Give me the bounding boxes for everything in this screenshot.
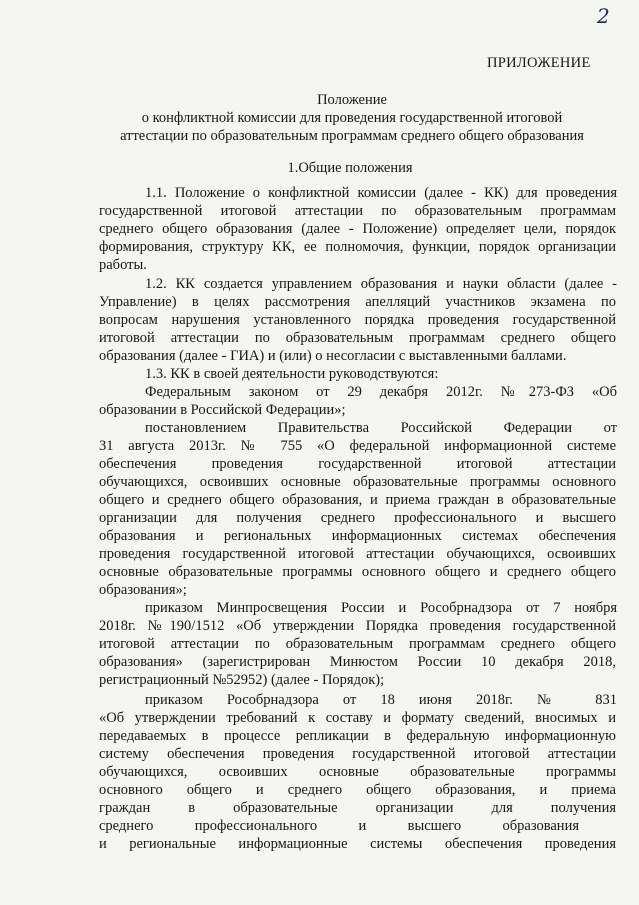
title-line-2: о конфликтной комиссии для проведения государственной итоговой — [141, 110, 563, 126]
title-line-1: Положение — [317, 92, 387, 108]
body-line: 1.2. КК создается управлением образования и науки области (далее - — [145, 276, 617, 292]
body-line: «Об утверждении требований к составу и формату сведений, вносимых и — [99, 710, 616, 726]
body-line: обеспечения проведения государственной итоговой аттестации — [99, 456, 616, 472]
body-line: основные образовательные программы основного общего и среднего общего — [99, 564, 616, 580]
body-line: обучающихся, освоивших основные образовательные программы основного — [99, 474, 616, 490]
body-line: граждан в образовательные организации для получения — [99, 800, 616, 816]
body-line: систему обеспечения проведения государственной итоговой аттестации — [99, 746, 616, 762]
body-line: образования» (зарегистрирован Минюстом России 10 декабря 2018, — [99, 654, 616, 670]
body-line: передаваемых в процессе репликации в федеральную информационную — [99, 728, 616, 744]
appendix-label: ПРИЛОЖЕНИЕ — [487, 55, 591, 71]
body-line: работы. — [99, 257, 147, 273]
body-line: вопросам нарушения установленного порядка проведения государственной — [99, 312, 616, 328]
body-line: Федеральным законом от 29 декабря 2012г. №273-ФЗ «Об — [145, 384, 617, 400]
title-line-3: аттестации по образовательным программам среднего общего образования — [120, 128, 584, 144]
page-number: 2 — [597, 4, 610, 28]
body-line: 2018г. №190/1512 «Об утверждении Порядка проведения государственной — [99, 618, 616, 634]
body-line: образования и региональных информационных системах обеспечения — [99, 528, 616, 544]
body-line: образования (далее - ГИА) и (или) о несогласии с выставленными баллами. — [99, 348, 567, 364]
body-line: общего и среднего общего образования, и приема граждан в образовательные — [99, 492, 616, 508]
body-line: итоговой аттестации по образовательным программам среднего общего — [99, 636, 616, 652]
body-line: образования»; — [99, 582, 187, 598]
body-line: формирования, структуру КК, ее полномочия, функции, порядок организации — [99, 239, 616, 255]
body-line: итоговой аттестации по образовательным программам среднего общего — [99, 330, 616, 346]
body-line: организации для получения среднего профессионального и высшего — [99, 510, 616, 526]
body-line: приказом Минпросвещения России и Рособрнадзора от 7 ноября — [145, 600, 617, 616]
body-line: среднего общего образования (далее - Положение) определяет цели, порядок — [99, 221, 616, 237]
body-line: 31 августа 2013г. № 755 «О федеральной информационной системе — [99, 438, 616, 454]
body-line: основного общего и среднего общего образования, и приема — [99, 782, 616, 798]
body-line: постановлением Правительства Российской Федерации от — [145, 420, 617, 436]
section-heading: 1.Общие положения — [287, 160, 413, 176]
body-line: обучающихся, освоивших основные образовательные программы — [99, 764, 616, 780]
body-line: 1.1. Положение о конфликтной комиссии (далее - КК) для проведения — [145, 185, 617, 201]
body-line: государственной итоговой аттестации по образовательным программам — [99, 203, 616, 219]
body-line: проведения государственной итоговой аттестации обучающихся, освоивших — [99, 546, 616, 562]
body-line: среднего профессионального и высшего образования — [99, 818, 579, 834]
body-line: приказом Рособрнадзора от 18 июня 2018г. № 831 — [145, 692, 617, 708]
body-line: регистрационный №52952) (далее - Порядок); — [99, 672, 385, 688]
body-line: и региональные информационные системы обеспечения проведения — [99, 836, 616, 852]
body-line: Управление) в целях рассмотрения апелляций участников экзамена по — [99, 294, 616, 310]
body-line: 1.3. КК в своей деятельности руководствуются: — [145, 366, 439, 382]
body-line: образовании в Российской Федерации»; — [99, 402, 346, 418]
